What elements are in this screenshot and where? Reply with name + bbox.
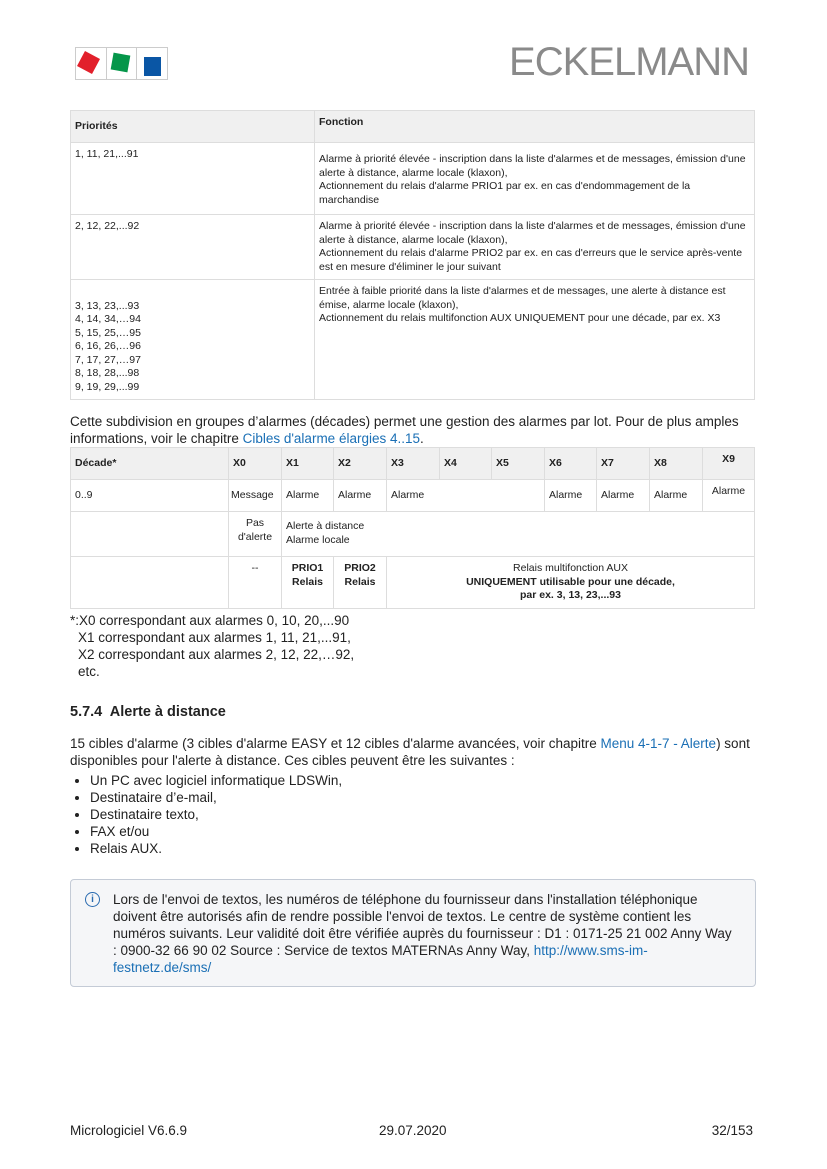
x0-cell: Pas d'alerte [229, 512, 282, 557]
fonction-cell: Entrée à faible priorité dans la liste d'alarmes et de messages, une alerte à distance est émise, alarme locale (klaxon), Actionnement du relais multifonction AUX UNIQUEMENT pour une décade, par ex. X3 [315, 280, 755, 400]
table-row [71, 512, 755, 557]
header-decade: Décade* [71, 448, 229, 480]
link-cibles-alarme[interactable]: Cibles d'alarme élargies 4..15 [242, 431, 420, 446]
x7-cell: Alarme [597, 480, 650, 512]
section-heading: 5.7.4 Alerte à distance [70, 704, 226, 720]
header-x1: X1 [282, 448, 334, 480]
table-row [71, 215, 755, 280]
footer-date: 29.07.2020 [379, 1123, 447, 1138]
fonction-cell: Alarme à priorité élevée - inscription dans la liste d'alarmes et de messages, émission d'une alerte à distance, alarme locale (klaxon), Actionnement du relais d'alarme PRIO2 par ex. en cas d'erreurs que le service après-vente est en mesure d'éliminer le jour suivant [315, 215, 755, 280]
table-row [71, 280, 755, 400]
header-x6: X6 [545, 448, 597, 480]
header-x7: X7 [597, 448, 650, 480]
footer-version: Micrologiciel V6.6.9 [70, 1123, 188, 1138]
header-x4: X4 [440, 448, 492, 480]
table-row [71, 143, 755, 215]
priorities-table [70, 110, 755, 400]
paragraph-alerte: 15 cibles d'alarme (3 cibles d'alarme EASY et 12 cibles d'alarme avancées, voir chapitre Menu 4-1-7 - Alerte) sont disponibles pour l'alerte à distance. Ces cibles peuvent être les suivantes : [70, 736, 750, 768]
x8-cell: Alarme [650, 480, 703, 512]
target-list [70, 772, 342, 857]
prio-cell: 1, 11, 21,...91 [71, 143, 315, 215]
info-icon: i [85, 892, 100, 907]
table-row [71, 557, 755, 609]
header-priorites: Priorités [71, 111, 315, 143]
empty-cell [71, 512, 229, 557]
prio1-cell: PRIO1 Relais [282, 557, 334, 609]
list-item: • Destinataire texto, [90, 806, 342, 823]
x2-cell: Alarme [334, 480, 387, 512]
x9-cell: Alarme [703, 480, 755, 512]
header-x0: X0 [229, 448, 282, 480]
info-text: Lors de l'envoi de textos, les numéros de téléphone du fournisseur dans l'installation téléphonique doivent être autorisés afin de rendre possible l'envoi de textos. Le centre de système contient les numéros suivants. Leur validité doit être vérifiée auprès du fournisseur : D1 : 0171-25 21 002 Anny Way : 0900-32 66 90 02 Source : Service de textos MATERNAs Anny Way, http://www.sms-im-festnetz.de/sms/ [113, 892, 732, 975]
empty-cell [71, 557, 229, 609]
alert-cell: Alerte à distance Alarme locale [282, 512, 755, 557]
footer-page: 32/153 [711, 1123, 753, 1138]
aux-cell: Relais multifonction AUX UNIQUEMENT utilisable pour une décade, par ex. 3, 13, 23,...93 [387, 557, 755, 609]
list-item: • Relais AUX. [90, 840, 342, 857]
x0-cell: Message [229, 480, 282, 512]
paragraph-decades: Cette subdivision en groupes d’alarmes (décades) permet une gestion des alarmes par lot. Pour de plus amples informations, voir le chapitre Cibles d'alarme élargies 4..15. [70, 414, 739, 446]
prio2-cell: PRIO2 Relais [334, 557, 387, 609]
x6-cell: Alarme [545, 480, 597, 512]
x1-cell: Alarme [282, 480, 334, 512]
list-item: • Un PC avec logiciel informatique LDSWin, [90, 772, 342, 789]
prio-cell: 2, 12, 22,...92 [71, 215, 315, 280]
info-box [70, 879, 756, 987]
header-x3: X3 [387, 448, 440, 480]
prio-cell: 3, 13, 23,...93 4, 14, 34,…94 5, 15, 25,…95 6, 16, 26,…96 7, 17, 27,…97 8, 18, 28,...98 9, 19, 29,...99 [71, 280, 315, 400]
fonction-cell: Alarme à priorité élevée - inscription dans la liste d'alarmes et de messages, émission d'une alerte à distance, alarme locale (klaxon), Actionnement du relais d'alarme PRIO1 par ex. en cas d'endommagement de la marchandise [315, 143, 755, 215]
header-x5: X5 [492, 448, 545, 480]
header-x8: X8 [650, 448, 703, 480]
header-x9: X9 [703, 448, 755, 480]
company-logo [75, 47, 168, 80]
link-menu-alerte[interactable]: Menu 4-1-7 - Alerte [600, 736, 717, 751]
x0-cell: -- [229, 557, 282, 609]
list-item: • Destinataire d’e-mail, [90, 789, 342, 806]
brand-name: ECKELMANN [509, 40, 749, 84]
footnote: *:X0 correspondant aux alarmes 0, 10, 20,...90 X1 correspondant aux alarmes 1, 11, 21,...91, X2 correspondant aux alarmes 2, 12, 22,…92, etc. [70, 613, 355, 679]
header-fonction: Fonction [315, 111, 755, 143]
decade-table [70, 447, 755, 609]
header-x2: X2 [334, 448, 387, 480]
decade-cell: 0..9 [71, 480, 229, 512]
x3-x5-cell: Alarme [387, 480, 545, 512]
table-row [71, 480, 755, 512]
list-item: • FAX et/ou [90, 823, 342, 840]
link-sms[interactable]: http://www.sms-im-festnetz.de/sms/ [113, 943, 648, 975]
